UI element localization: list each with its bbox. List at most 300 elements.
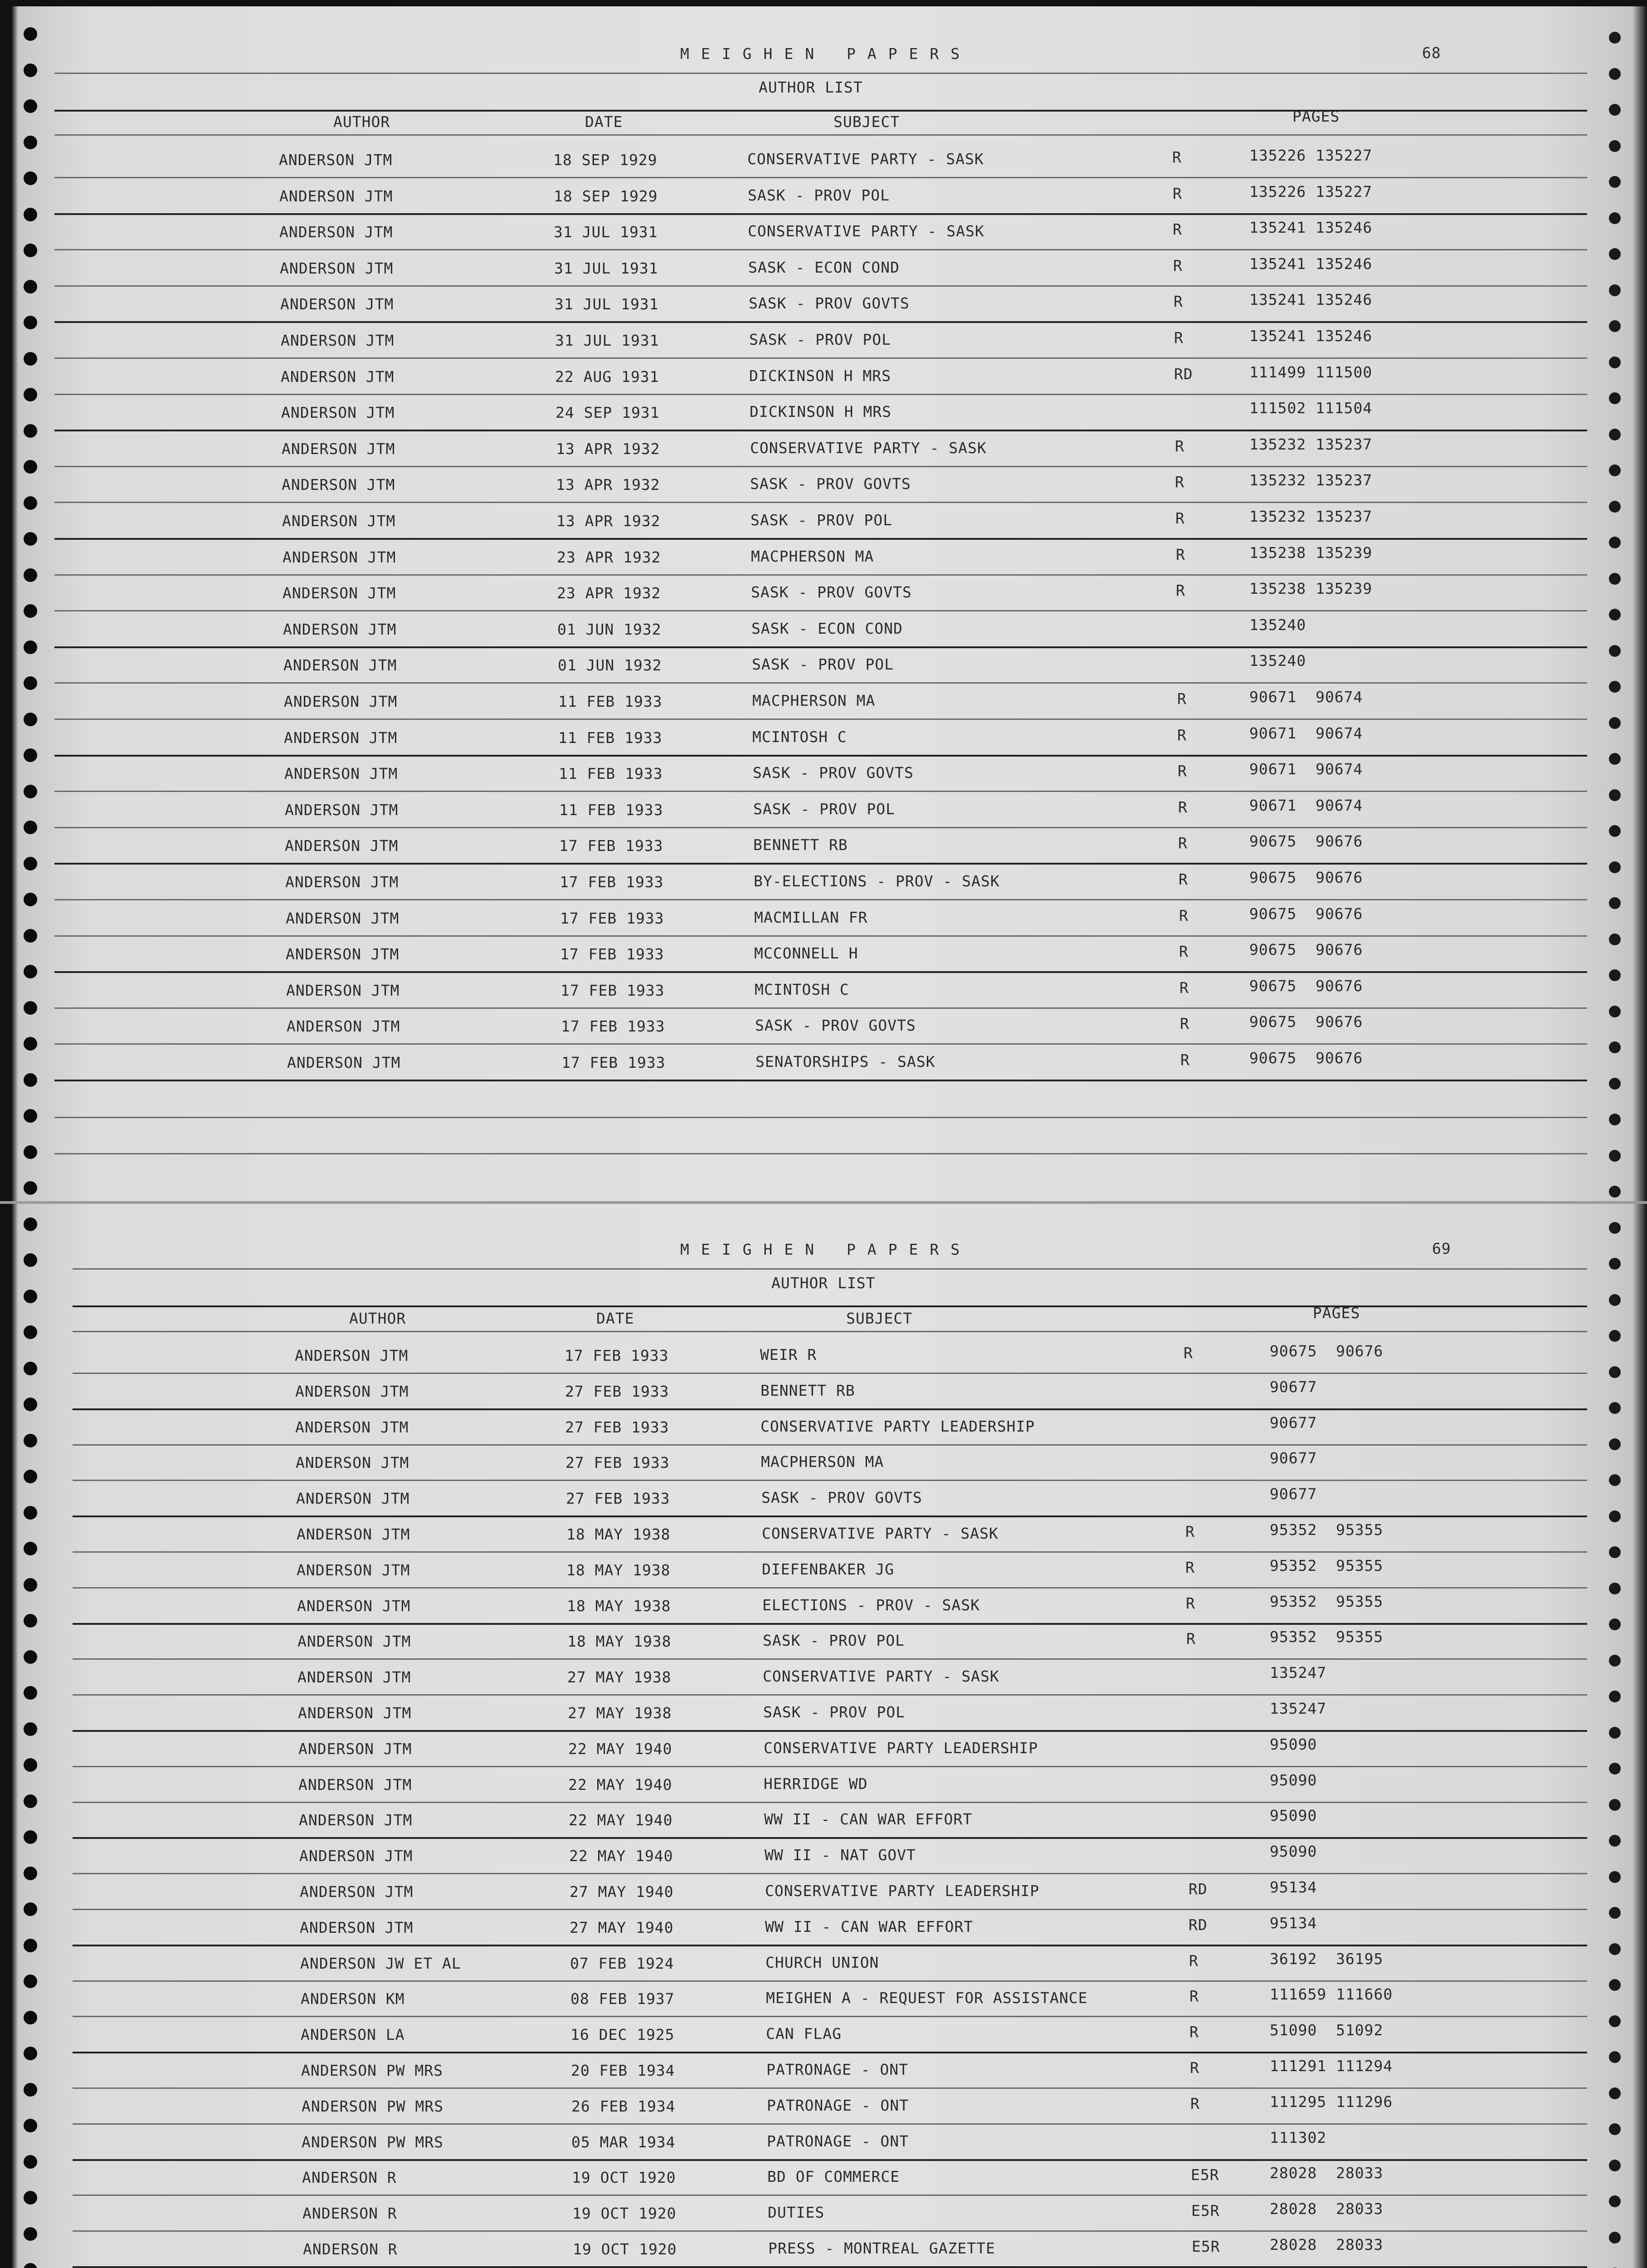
cell-author: ANDERSON JTM xyxy=(285,873,399,891)
cell-subject: MCINTOSH C xyxy=(752,728,847,746)
cell-subject: BD OF COMMERCE xyxy=(767,2168,900,2186)
row-rule xyxy=(54,466,1587,467)
cell-code: R xyxy=(1172,148,1182,166)
cell-pages: 111659 111660 xyxy=(1270,1985,1393,2004)
row-rule xyxy=(54,1080,1587,1081)
sprocket-hole-right xyxy=(1609,1546,1621,1558)
sprocket-hole-right xyxy=(1609,176,1621,188)
cell-date: 27 MAY 1940 xyxy=(570,1918,674,1936)
cell-pages: 135232 135237 xyxy=(1249,508,1373,525)
cell-date: 27 FEB 1933 xyxy=(565,1418,669,1436)
cell-author: ANDERSON PW MRS xyxy=(302,2097,444,2115)
cell-author: ANDERSON JTM xyxy=(298,1775,412,1794)
cell-subject: DICKINSON H MRS xyxy=(750,403,892,421)
row-rule xyxy=(54,321,1587,323)
cell-date: 05 MAR 1934 xyxy=(571,2133,676,2151)
cell-subject: CAN FLAG xyxy=(766,2025,842,2043)
header-underline xyxy=(73,1331,1587,1332)
sprocket-hole-right xyxy=(1609,1799,1621,1811)
cell-pages: 95134 xyxy=(1270,1914,1317,1932)
cell-pages: 90675 90676 xyxy=(1249,904,1363,923)
cell-subject: MCINTOSH C xyxy=(755,980,849,998)
sprocket-hole-left xyxy=(24,1542,37,1555)
cell-pages: 90675 90676 xyxy=(1249,1049,1363,1067)
row-rule xyxy=(73,1515,1587,1517)
cell-author: ANDERSON LA xyxy=(301,2026,405,2044)
cell-code: R xyxy=(1179,978,1189,997)
sprocket-hole-left xyxy=(24,1939,37,1952)
row-rule xyxy=(54,574,1587,576)
cell-pages: 135240 xyxy=(1249,616,1306,634)
cell-author: ANDERSON KM xyxy=(301,1990,405,2008)
cell-code: R xyxy=(1178,798,1188,816)
sprocket-hole-right xyxy=(1609,2160,1621,2171)
cell-code: R xyxy=(1178,762,1187,780)
cell-author: ANDERSON JTM xyxy=(287,1054,401,1071)
sprocket-hole-left xyxy=(24,2083,37,2097)
header-subject: SUBJECT xyxy=(833,113,900,131)
cell-pages: 135238 135239 xyxy=(1249,580,1373,598)
cell-subject: CONSERVATIVE PARTY LEADERSHIP xyxy=(765,1882,1040,1900)
cell-author: ANDERSON JTM xyxy=(283,620,397,638)
cell-date: 13 APR 1932 xyxy=(556,440,660,458)
cell-date: 27 FEB 1933 xyxy=(565,1382,669,1400)
row-rule xyxy=(54,430,1587,431)
sprocket-hole-right xyxy=(1609,681,1621,693)
cell-date: 27 MAY 1940 xyxy=(570,1883,674,1901)
sprocket-hole-left xyxy=(24,1578,37,1592)
cell-code: R xyxy=(1186,1594,1195,1612)
header-author: AUTHOR xyxy=(349,1310,406,1327)
sprocket-hole-right xyxy=(1609,320,1621,332)
cell-code: R xyxy=(1180,1015,1189,1033)
cell-pages: 90671 90674 xyxy=(1249,760,1363,778)
row-rule xyxy=(54,971,1587,973)
sprocket-hole-left xyxy=(24,2263,37,2268)
cell-date: 27 MAY 1938 xyxy=(567,1668,672,1686)
row-rule xyxy=(73,1551,1587,1553)
sprocket-hole-left xyxy=(24,2119,37,2132)
cell-pages: 135241 135246 xyxy=(1249,327,1373,345)
cell-pages: 36192 36195 xyxy=(1270,1950,1384,1968)
sprocket-hole-right xyxy=(1609,32,1621,44)
sprocket-hole-left xyxy=(24,316,37,329)
cell-author: ANDERSON JTM xyxy=(285,837,399,855)
cell-author: ANDERSON JW ET AL xyxy=(300,1954,461,1972)
cell-subject: PRESS - MONTREAL GAZETTE xyxy=(768,2239,995,2257)
cell-subject: SASK - PROV GOVTS xyxy=(749,294,910,313)
cell-code: R xyxy=(1178,834,1188,852)
sprocket-hole-left xyxy=(24,1073,37,1087)
sprocket-hole-left xyxy=(24,1325,37,1339)
cell-author: ANDERSON JTM xyxy=(295,1382,409,1400)
cell-author: ANDERSON JTM xyxy=(296,1454,409,1472)
cell-date: 17 FEB 1933 xyxy=(565,1347,669,1364)
cell-author: ANDERSON JTM xyxy=(298,1704,412,1722)
cell-date: 17 FEB 1933 xyxy=(560,981,665,999)
blank-rule xyxy=(54,1153,1587,1154)
sprocket-hole-right xyxy=(1609,140,1621,152)
cell-code: R xyxy=(1176,545,1185,563)
sprocket-hole-right xyxy=(1609,1222,1621,1234)
cell-date: 20 FEB 1934 xyxy=(571,2062,675,2079)
row-rule xyxy=(54,285,1587,287)
cell-date: 27 FEB 1933 xyxy=(565,1454,670,1472)
sprocket-hole-left xyxy=(24,1794,37,1808)
row-rule xyxy=(73,2195,1587,2196)
cell-subject: BENNETT RB xyxy=(753,836,848,854)
cell-pages: 135226 135227 xyxy=(1249,147,1373,164)
sprocket-hole-right xyxy=(1609,1330,1621,1342)
sprocket-hole-left xyxy=(24,1686,37,1700)
cell-date: 27 MAY 1938 xyxy=(568,1704,672,1722)
sprocket-hole-right xyxy=(1609,825,1621,837)
sprocket-hole-right xyxy=(1609,284,1621,296)
cell-date: 31 JUL 1931 xyxy=(554,223,658,241)
row-rule xyxy=(73,1587,1587,1589)
cell-subject: SASK - PROV POL xyxy=(748,186,890,204)
cell-subject: CONSERVATIVE PARTY LEADERSHIP xyxy=(764,1739,1038,1757)
sprocket-hole-left xyxy=(24,1650,37,1664)
cell-date: 19 OCT 1920 xyxy=(573,2240,677,2258)
cell-pages: 28028 28033 xyxy=(1270,2164,1384,2182)
header-rule xyxy=(54,110,1587,112)
cell-date: 17 FEB 1933 xyxy=(559,837,663,855)
cell-code: E5R xyxy=(1192,2238,1220,2255)
cell-subject: MACPHERSON MA xyxy=(761,1453,884,1471)
cell-pages: 90675 90676 xyxy=(1249,832,1363,850)
cell-author: ANDERSON JTM xyxy=(280,295,394,313)
cell-subject: MACPHERSON MA xyxy=(752,692,876,709)
row-rule xyxy=(73,1802,1587,1803)
cell-pages: 111499 111500 xyxy=(1249,363,1373,381)
sprocket-hole-left xyxy=(24,1758,37,1772)
cell-date: 11 FEB 1933 xyxy=(558,728,663,747)
cell-author: ANDERSON JTM xyxy=(283,656,397,675)
cell-date: 31 JUL 1931 xyxy=(554,259,658,277)
cell-code: R xyxy=(1184,1344,1193,1362)
cell-date: 31 JUL 1931 xyxy=(555,332,659,349)
cell-subject: MEIGHEN A - REQUEST FOR ASSISTANCE xyxy=(766,1989,1088,2007)
row-rule xyxy=(73,2230,1587,2232)
cell-author: ANDERSON JTM xyxy=(296,1490,410,1508)
sprocket-hole-left xyxy=(24,99,37,113)
cell-subject: HERRIDGE WD xyxy=(764,1774,868,1793)
cell-author: ANDERSON R xyxy=(302,2169,397,2187)
cell-date: 07 FEB 1924 xyxy=(570,1954,674,1972)
cell-pages: 95352 95355 xyxy=(1270,1521,1384,1539)
header-underline xyxy=(54,134,1587,136)
cell-author: ANDERSON JTM xyxy=(284,765,398,783)
cell-author: ANDERSON JTM xyxy=(284,728,398,747)
cell-pages: 135247 xyxy=(1270,1664,1327,1682)
cell-pages: 95134 xyxy=(1270,1878,1317,1896)
cell-date: 13 APR 1932 xyxy=(556,476,660,494)
sprocket-hole-right xyxy=(1609,2015,1621,2027)
sprocket-hole-right xyxy=(1609,753,1621,765)
cell-author: ANDERSON JTM xyxy=(297,1668,411,1686)
sprocket-hole-right xyxy=(1609,1655,1621,1667)
row-rule xyxy=(73,2123,1587,2125)
cell-author: ANDERSON JTM xyxy=(297,1525,410,1543)
row-rule xyxy=(54,863,1587,865)
cell-subject: PATRONAGE - ONT xyxy=(767,2132,909,2150)
cell-author: ANDERSON JTM xyxy=(286,909,400,927)
sprocket-hole-left xyxy=(24,1434,37,1447)
sprocket-hole-right xyxy=(1609,717,1621,729)
cell-pages: 90671 90674 xyxy=(1249,688,1363,706)
cell-subject: MCCONNELL H xyxy=(754,944,858,963)
cell-date: 22 MAY 1940 xyxy=(568,1740,672,1758)
header-date: DATE xyxy=(585,113,623,131)
cell-subject: WW II - NAT GOVT xyxy=(765,1846,916,1864)
sprocket-hole-left xyxy=(24,1398,37,1411)
row-rule xyxy=(73,1658,1587,1660)
sprocket-hole-right xyxy=(1609,392,1621,404)
sprocket-hole-right xyxy=(1609,1727,1621,1739)
cell-pages: 90675 90676 xyxy=(1249,869,1363,886)
sprocket-hole-left xyxy=(24,965,37,978)
row-rule xyxy=(54,719,1587,720)
cell-date: 27 FEB 1933 xyxy=(566,1490,670,1508)
sprocket-hole-right xyxy=(1609,501,1621,513)
sprocket-hole-right xyxy=(1609,2232,1621,2244)
row-rule xyxy=(54,1043,1587,1045)
header-pages: PAGES xyxy=(1313,1304,1360,1322)
cell-author: ANDERSON JTM xyxy=(285,801,399,819)
film-top-edge xyxy=(0,0,1647,6)
sprocket-hole-left xyxy=(24,1037,37,1051)
cell-subject: PATRONAGE - ONT xyxy=(767,2096,909,2114)
page-number: 69 xyxy=(1432,1240,1451,1257)
cell-pages: 135241 135246 xyxy=(1249,254,1373,273)
cell-pages: 135232 135237 xyxy=(1249,435,1373,453)
cell-pages: 90677 xyxy=(1270,1485,1317,1503)
row-rule xyxy=(54,538,1587,540)
cell-pages: 90675 90676 xyxy=(1270,1342,1384,1360)
cell-pages: 90675 90676 xyxy=(1249,977,1363,995)
row-rule xyxy=(73,1373,1587,1374)
title-rule xyxy=(54,73,1587,74)
cell-date: 18 MAY 1938 xyxy=(567,1597,671,1615)
cell-author: ANDERSON JTM xyxy=(299,1847,413,1865)
cell-date: 17 FEB 1933 xyxy=(560,945,664,963)
sprocket-hole-left xyxy=(24,1830,37,1844)
cell-author: ANDERSON JTM xyxy=(295,1347,409,1364)
sprocket-hole-left xyxy=(24,1867,37,1880)
cell-subject: CONSERVATIVE PARTY - SASK xyxy=(762,1525,999,1542)
row-rule xyxy=(54,791,1587,792)
sprocket-hole-right xyxy=(1609,1618,1621,1630)
cell-author: ANDERSON JTM xyxy=(281,332,395,349)
cell-pages: 90677 xyxy=(1270,1449,1317,1467)
cell-author: ANDERSON JTM xyxy=(282,440,395,458)
cell-code: R xyxy=(1179,906,1189,924)
cell-subject: SASK - PROV GOVTS xyxy=(750,475,911,493)
cell-author: ANDERSON JTM xyxy=(284,693,398,710)
cell-author: ANDERSON JTM xyxy=(297,1597,411,1615)
header-author: AUTHOR xyxy=(333,113,390,131)
sprocket-hole-right xyxy=(1609,1907,1621,1919)
cell-author: ANDERSON JTM xyxy=(286,945,400,963)
cell-code: R xyxy=(1176,582,1185,600)
row-rule xyxy=(73,1444,1587,1446)
cell-author: ANDERSON JTM xyxy=(281,367,395,386)
cell-date: 01 JUN 1932 xyxy=(557,620,662,638)
cell-code: R xyxy=(1179,870,1188,888)
cell-subject: SASK - PROV POL xyxy=(763,1632,905,1650)
sprocket-hole-right xyxy=(1609,645,1621,657)
sprocket-hole-right xyxy=(1609,537,1621,548)
sprocket-hole-left xyxy=(24,1362,37,1375)
sprocket-hole-left xyxy=(24,1470,37,1483)
cell-pages: 90677 xyxy=(1270,1378,1317,1396)
row-rule xyxy=(73,1945,1587,1946)
sprocket-hole-right xyxy=(1609,429,1621,440)
cell-date: 17 FEB 1933 xyxy=(561,1017,665,1036)
sprocket-hole-right xyxy=(1609,212,1621,224)
cell-date: 01 JUN 1932 xyxy=(558,656,662,675)
row-rule xyxy=(54,646,1587,648)
sprocket-hole-left xyxy=(24,604,37,618)
cell-subject: CONSERVATIVE PARTY - SASK xyxy=(747,150,984,168)
cell-subject: SASK - PROV POL xyxy=(753,800,896,818)
row-rule xyxy=(73,1730,1587,1732)
sprocket-hole-left xyxy=(24,352,37,366)
cell-pages: 135247 xyxy=(1270,1700,1327,1717)
cell-date: 23 APR 1932 xyxy=(557,548,661,566)
sprocket-hole-right xyxy=(1609,969,1621,981)
sprocket-hole-right xyxy=(1609,1006,1621,1017)
cell-subject: DICKINSON H MRS xyxy=(749,367,892,385)
sprocket-hole-right xyxy=(1609,2051,1621,2063)
cell-subject: SASK - PROV POL xyxy=(750,511,893,529)
row-rule xyxy=(54,249,1587,250)
sprocket-hole-left xyxy=(24,1109,37,1123)
sprocket-hole-left xyxy=(24,171,37,185)
cell-subject: WW II - CAN WAR EFFORT xyxy=(765,1917,974,1936)
cell-author: ANDERSON JTM xyxy=(279,223,393,241)
cell-code: R xyxy=(1190,2094,1200,2112)
sprocket-hole-right xyxy=(1609,1583,1621,1594)
cell-date: 17 FEB 1933 xyxy=(560,909,664,927)
cell-code: R xyxy=(1177,690,1187,708)
sprocket-hole-left xyxy=(24,2047,37,2060)
cell-author: ANDERSON JTM xyxy=(283,548,396,566)
sprocket-hole-right xyxy=(1609,1979,1621,1991)
sprocket-hole-right xyxy=(1609,1943,1621,1955)
row-rule xyxy=(73,1873,1587,1874)
sprocket-hole-left xyxy=(24,568,37,582)
cell-author: ANDERSON JTM xyxy=(283,584,396,602)
cell-code: R xyxy=(1173,184,1182,202)
cell-subject: SASK - ECON COND xyxy=(748,258,900,276)
cell-author: ANDERSON JTM xyxy=(295,1418,409,1436)
cell-subject: SENATORSHIPS - SASK xyxy=(755,1053,936,1070)
cell-subject: SASK - ECON COND xyxy=(751,619,903,637)
sprocket-hole-left xyxy=(24,460,37,474)
page-title: MEIGHEN PAPERS xyxy=(680,1241,972,1258)
cell-author: ANDERSON JTM xyxy=(279,151,393,169)
cell-code: R xyxy=(1189,1951,1199,1970)
cell-subject: DIEFENBAKER JG xyxy=(762,1560,895,1578)
sprocket-hole-left xyxy=(24,821,37,834)
cell-date: 11 FEB 1933 xyxy=(559,765,663,783)
sprocket-hole-left xyxy=(24,2011,37,2024)
sprocket-hole-left xyxy=(24,676,37,690)
cell-pages: 111502 111504 xyxy=(1249,399,1373,417)
cell-date: 19 OCT 1920 xyxy=(572,2169,676,2187)
sprocket-hole-left xyxy=(24,244,37,257)
header-subject: SUBJECT xyxy=(846,1310,913,1327)
row-rule xyxy=(73,2087,1587,2089)
cell-pages: 95090 xyxy=(1270,1771,1317,1789)
row-rule xyxy=(73,1623,1587,1625)
list-subtitle: AUTHOR LIST xyxy=(759,78,863,96)
cell-code: RD xyxy=(1189,1916,1208,1934)
cell-pages: 95090 xyxy=(1270,1735,1317,1753)
sprocket-hole-right xyxy=(1609,1150,1621,1162)
page-separator xyxy=(0,1201,1647,1204)
cell-date: 22 AUG 1931 xyxy=(555,367,659,386)
cell-date: 19 OCT 1920 xyxy=(572,2204,677,2223)
cell-date: 08 FEB 1937 xyxy=(570,1990,675,2008)
cell-author: ANDERSON PW MRS xyxy=(301,2062,443,2079)
row-rule xyxy=(73,1766,1587,1767)
row-rule xyxy=(54,394,1587,395)
cell-pages: 90671 90674 xyxy=(1249,724,1363,742)
cell-code: E5R xyxy=(1191,2202,1220,2220)
row-rule xyxy=(54,755,1587,757)
sprocket-hole-left xyxy=(24,496,37,510)
sprocket-hole-right xyxy=(1609,1186,1621,1198)
cell-subject: CONSERVATIVE PARTY - SASK xyxy=(748,222,984,240)
cell-pages: 111302 xyxy=(1270,2128,1327,2146)
cell-date: 16 DEC 1925 xyxy=(570,2026,675,2044)
sprocket-hole-right xyxy=(1609,248,1621,260)
sprocket-hole-left xyxy=(24,1217,37,1231)
sprocket-hole-left xyxy=(24,1001,37,1015)
row-rule xyxy=(54,935,1587,937)
cell-date: 11 FEB 1933 xyxy=(558,693,663,710)
cell-subject: CONSERVATIVE PARTY - SASK xyxy=(750,439,987,457)
cell-author: ANDERSON JTM xyxy=(280,259,394,277)
cell-pages: 95352 95355 xyxy=(1270,1556,1384,1574)
sprocket-hole-right xyxy=(1609,2087,1621,2099)
cell-pages: 95090 xyxy=(1270,1843,1317,1861)
row-rule xyxy=(54,682,1587,684)
sprocket-hole-left xyxy=(24,1506,37,1520)
cell-author: ANDERSON JTM xyxy=(299,1811,413,1829)
cell-date: 26 FEB 1934 xyxy=(571,2097,676,2115)
cell-date: 17 FEB 1933 xyxy=(561,1054,666,1071)
cell-subject: WW II - CAN WAR EFFORT xyxy=(764,1810,973,1828)
cell-pages: 51090 51092 xyxy=(1270,2021,1384,2039)
row-rule xyxy=(54,827,1587,828)
cell-date: 13 APR 1932 xyxy=(556,512,661,530)
sprocket-hole-left xyxy=(24,2155,37,2169)
sprocket-hole-right xyxy=(1609,1474,1621,1486)
cell-subject: CONSERVATIVE PARTY LEADERSHIP xyxy=(760,1417,1035,1435)
cell-pages: 95352 95355 xyxy=(1270,1592,1384,1610)
cell-author: ANDERSON JTM xyxy=(297,1633,411,1651)
sprocket-hole-right xyxy=(1609,1402,1621,1414)
row-rule xyxy=(73,2016,1587,2017)
sprocket-hole-right xyxy=(1609,789,1621,801)
sprocket-hole-right xyxy=(1609,1078,1621,1090)
sprocket-hole-right xyxy=(1609,861,1621,873)
cell-subject: CONSERVATIVE PARTY - SASK xyxy=(763,1667,999,1686)
